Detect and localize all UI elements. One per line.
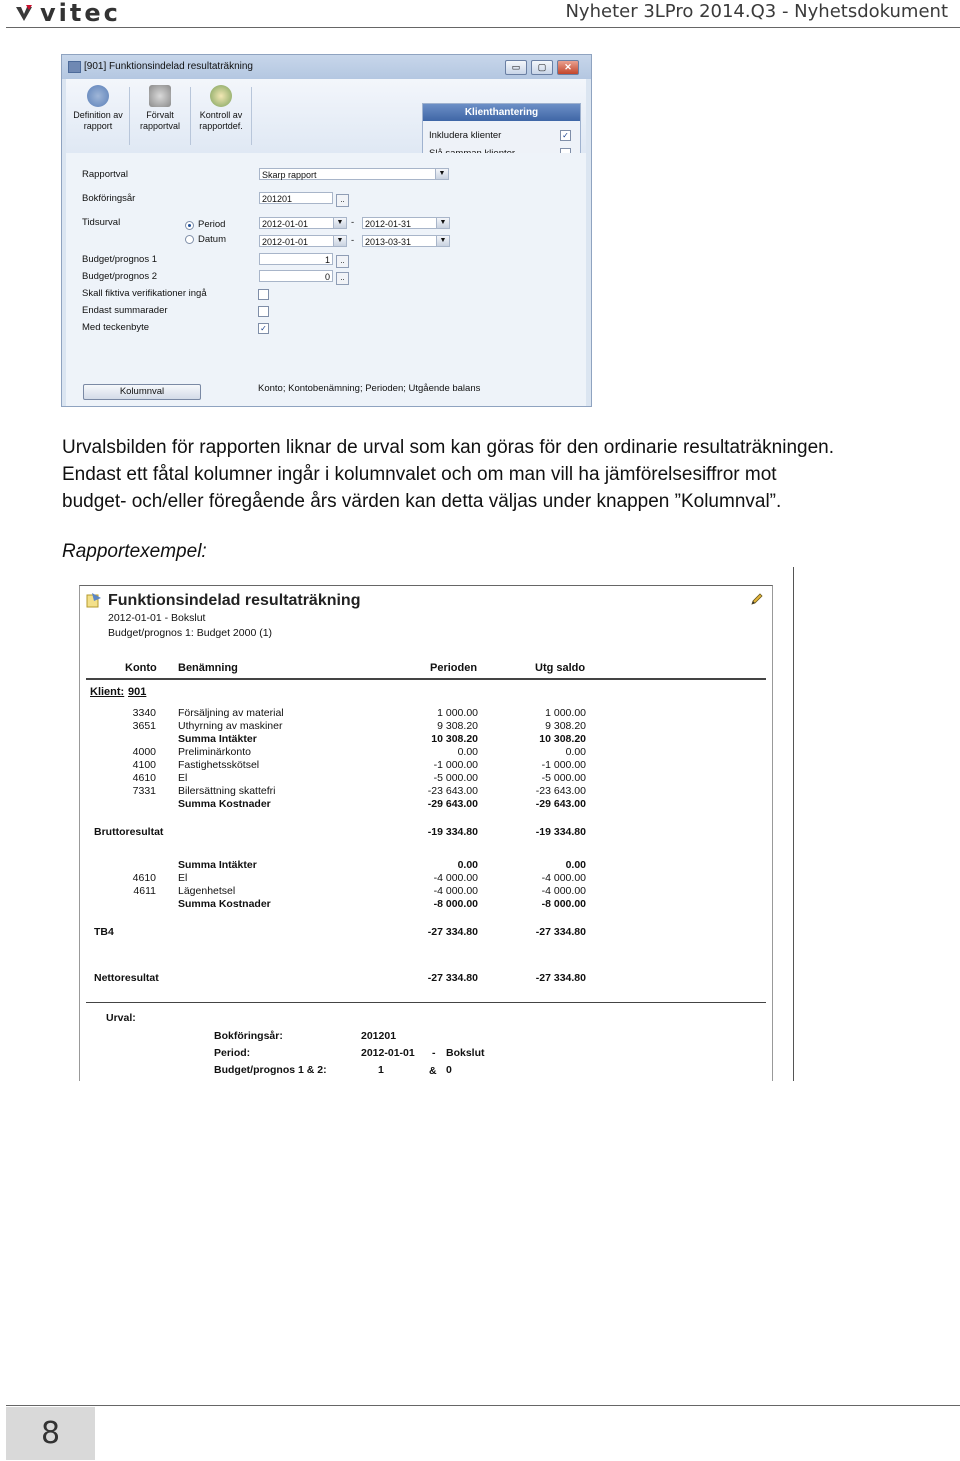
urval-budget-value-1: 1	[378, 1064, 384, 1076]
logo-text: vitec	[40, 0, 121, 27]
report-cell-konto: 7331	[132, 785, 156, 797]
ribbon	[66, 79, 586, 153]
period-from-value: 2012-01-01	[262, 219, 309, 229]
urval-period-value: 2012-01-01	[361, 1047, 415, 1059]
page-number: 8	[6, 1407, 95, 1460]
paragraph-line: Urvalsbilden för rapporten liknar de urval som kan göras för den ordinarie resultaträkningen.	[62, 437, 835, 458]
report-cell-period: -23 643.00	[427, 785, 478, 797]
report-subtitle-period: 2012-01-01 - Bokslut	[108, 612, 206, 624]
maximize-button[interactable]: ▢	[531, 60, 553, 75]
col-konto: Konto	[125, 662, 157, 674]
teckenbyte-label: Med teckenbyte	[82, 322, 150, 333]
bokforingsar-input[interactable]: 201201	[259, 192, 333, 204]
footer-rule	[86, 1002, 766, 1003]
document-title: Nyheter 3LPro 2014.Q3 - Nyhetsdokument	[565, 1, 948, 22]
client-panel-title: Klienthantering	[423, 104, 580, 121]
period-to-select[interactable]	[362, 217, 450, 229]
fiktiva-checkbox[interactable]	[258, 289, 269, 300]
selected-columns-text: Konto; Kontobenämning; Perioden; Utgående balans	[258, 383, 481, 394]
chevron-down-icon: ▼	[436, 236, 449, 246]
urval-bokforingsar-value: 201201	[361, 1030, 397, 1042]
urval-label: Urval:	[106, 1012, 136, 1024]
report-subtitle-budget: Budget/prognos 1: Budget 2000 (1)	[108, 627, 273, 639]
report-cell-saldo: -8 000.00	[541, 898, 586, 910]
report-cell-period: 0.00	[457, 746, 478, 758]
col-utg-saldo: Utg saldo	[535, 662, 586, 674]
report-cell-konto: 3340	[132, 707, 156, 719]
report-cell-konto: 4610	[132, 772, 156, 784]
client-label: Klient:	[90, 686, 125, 698]
report-cell-name: Försäljning av material	[178, 707, 284, 719]
definition-label-2: rapport	[83, 121, 113, 131]
netto-label: Nettoresultat	[94, 972, 159, 984]
header-rule	[86, 678, 766, 680]
body-paragraph	[62, 434, 942, 515]
rapportval-label: Rapportval	[82, 169, 128, 180]
tidsurval-label: Tidsurval	[82, 217, 121, 228]
report-cell-konto: 3651	[132, 720, 156, 732]
report-cell-konto: 4610	[132, 872, 156, 884]
fiktiva-label: Skall fiktiva verifikationer ingå	[82, 288, 207, 299]
ribbon-separator	[251, 87, 252, 145]
report-cell-period: -5 000.00	[433, 772, 478, 784]
urval-period-label: Period:	[214, 1047, 251, 1059]
forvalt-label-2: rapportval	[139, 121, 181, 131]
urval-period-type: Bokslut	[446, 1047, 485, 1059]
datum-radio[interactable]	[185, 235, 194, 244]
report-cell-saldo: 10 308.20	[539, 733, 586, 745]
report-cell-period: -1 000.00	[433, 759, 478, 771]
report-cell-name: Summa Kostnader	[178, 798, 271, 810]
report-cell-saldo: -23 643.00	[535, 785, 586, 797]
vitec-logo	[14, 0, 121, 27]
report-cell-period: 9 308.20	[437, 720, 478, 732]
report-cell-saldo: 9 308.20	[545, 720, 586, 732]
definition-label-1: Definition av	[73, 110, 123, 120]
report-cell-name: Preliminärkonto	[178, 746, 251, 758]
report-cell-konto: 4611	[133, 885, 156, 897]
report-cell-name: Summa Intäkter	[178, 733, 257, 745]
report-cell-konto: 4000	[132, 746, 156, 758]
close-button[interactable]: ✕	[557, 60, 579, 75]
report-cell-name: Lägenhetsel	[178, 885, 236, 897]
urval-budget-label: Budget/prognos 1 & 2:	[214, 1064, 327, 1076]
forvalt-button[interactable]	[131, 82, 189, 148]
netto-period: -27 334.80	[427, 972, 478, 984]
datum-to-value: 2013-03-31	[365, 237, 412, 247]
example-caption: Rapportexempel:	[62, 541, 207, 562]
period-from-select[interactable]	[259, 217, 347, 229]
kontroll-button[interactable]	[192, 82, 250, 148]
tb4-saldo: -27 334.80	[535, 926, 586, 938]
paragraph-line: budget- och/eller föregående års värden kan detta väljas under knappen ”Kolumnval”.	[62, 491, 782, 512]
col-benamning: Benämning	[178, 662, 238, 674]
budget2-browse-button[interactable]: ..	[336, 272, 349, 285]
urval-period-dash: -	[432, 1047, 436, 1059]
kontroll-label-1: Kontroll av	[199, 110, 243, 120]
report-cell-saldo: -1 000.00	[541, 759, 586, 771]
chevron-down-icon: ▼	[435, 169, 448, 179]
urval-budget-value-2: 0	[446, 1064, 452, 1076]
app-icon	[68, 61, 81, 73]
kontroll-label-2: rapportdef.	[199, 121, 243, 131]
page-edge-line	[793, 567, 794, 1081]
report-cell-period: -4 000.00	[433, 885, 478, 897]
report-cell-saldo: -4 000.00	[541, 885, 586, 897]
datum-from-value: 2012-01-01	[262, 237, 309, 247]
datum-dash: -	[351, 235, 355, 246]
budget2-label: Budget/prognos 2	[82, 271, 158, 282]
report-cell-name: Uthyrning av maskiner	[178, 720, 283, 732]
gear-icon	[87, 85, 109, 107]
datum-radio-label: Datum	[198, 234, 226, 245]
chevron-down-icon: ▼	[333, 218, 346, 228]
magnifier-icon	[210, 85, 232, 107]
urval-bokforingsar-label: Bokföringsår:	[214, 1030, 283, 1042]
report-cell-name: Bilersättning skattefri	[178, 785, 276, 797]
report-cell-name: El	[178, 772, 188, 784]
pin-icon	[149, 85, 171, 107]
brutto-label: Bruttoresultat	[94, 826, 164, 838]
period-dash: -	[351, 217, 355, 228]
report-cell-name: Fastighetsskötsel	[178, 759, 260, 771]
report-cell-saldo: -29 643.00	[535, 798, 586, 810]
chevron-down-icon: ▼	[333, 236, 346, 246]
report-cell-saldo: 1 000.00	[545, 707, 586, 719]
summarader-checkbox[interactable]	[258, 306, 269, 317]
chevron-down-icon: ▼	[436, 218, 449, 228]
definition-button[interactable]	[69, 82, 127, 148]
report-cell-saldo: -4 000.00	[541, 872, 586, 884]
include-clients-checkbox[interactable]: ✓	[560, 130, 571, 141]
teckenbyte-checkbox[interactable]: ✓	[258, 323, 269, 334]
report-cell-saldo: 0.00	[565, 746, 586, 758]
report-cell-name: El	[178, 872, 188, 884]
budget1-browse-button[interactable]: ..	[336, 255, 349, 268]
report-icon	[86, 592, 102, 608]
report-cell-name: Summa Kostnader	[178, 898, 271, 910]
dialog-title: [901] Funktionsindelad resultaträkning	[84, 61, 253, 72]
report-cell-period: -8 000.00	[433, 898, 478, 910]
pencil-icon	[750, 592, 764, 606]
bokforingsar-browse-button[interactable]: ..	[336, 194, 349, 207]
datum-from-select[interactable]	[259, 235, 347, 247]
budget2-input[interactable]: 0	[259, 270, 333, 282]
report-cell-saldo: -5 000.00	[541, 772, 586, 784]
header-divider	[6, 27, 960, 28]
tb4-label: TB4	[94, 926, 114, 938]
minimize-button[interactable]: ▭	[505, 60, 527, 75]
report-cell-saldo: 0.00	[565, 859, 586, 871]
tb4-period: -27 334.80	[427, 926, 478, 938]
period-radio-label: Period	[198, 219, 226, 230]
summarader-label: Endast summarader	[82, 305, 168, 316]
footer-divider	[6, 1405, 960, 1406]
forvalt-label-1: Förvalt	[146, 110, 174, 120]
ribbon-separator	[129, 87, 130, 145]
report-dialog	[61, 54, 592, 407]
rapportval-select[interactable]	[259, 168, 449, 180]
vitec-logo-icon	[14, 3, 34, 23]
period-radio[interactable]	[185, 221, 194, 230]
netto-saldo: -27 334.80	[535, 972, 586, 984]
period-to-value: 2012-01-31	[365, 219, 412, 229]
budget1-input[interactable]: 1	[259, 253, 333, 265]
report-cell-period: 1 000.00	[437, 707, 478, 719]
brutto-period: -19 334.80	[427, 826, 478, 838]
report-cell-period: -4 000.00	[433, 872, 478, 884]
report-cell-period: 0.00	[457, 859, 478, 871]
paragraph-line: Endast ett fåtal kolumner ingår i kolumnvalet och om man vill ha jämförelsesiffror mot	[62, 464, 777, 485]
report-example	[79, 585, 773, 1081]
report-cell-name: Summa Intäkter	[178, 859, 257, 871]
ribbon-separator	[190, 87, 191, 145]
report-cell-period: 10 308.20	[431, 733, 478, 745]
report-title: Funktionsindelad resultaträkning	[108, 592, 361, 609]
bokforingsar-label: Bokföringsår	[82, 193, 136, 204]
report-cell-period: -29 643.00	[427, 798, 478, 810]
report-cell-konto: 4100	[132, 759, 156, 771]
urval-budget-amp: &	[429, 1065, 437, 1077]
rapportval-value: Skarp rapport	[262, 170, 317, 180]
include-clients-label: Inkludera klienter	[429, 130, 502, 141]
kolumnval-button[interactable]: Kolumnval	[83, 384, 201, 400]
client-value: 901	[128, 686, 147, 698]
budget1-label: Budget/prognos 1	[82, 254, 158, 265]
brutto-saldo: -19 334.80	[535, 826, 586, 838]
form-area	[66, 153, 586, 406]
col-perioden: Perioden	[430, 662, 478, 674]
datum-to-select[interactable]	[362, 235, 450, 247]
